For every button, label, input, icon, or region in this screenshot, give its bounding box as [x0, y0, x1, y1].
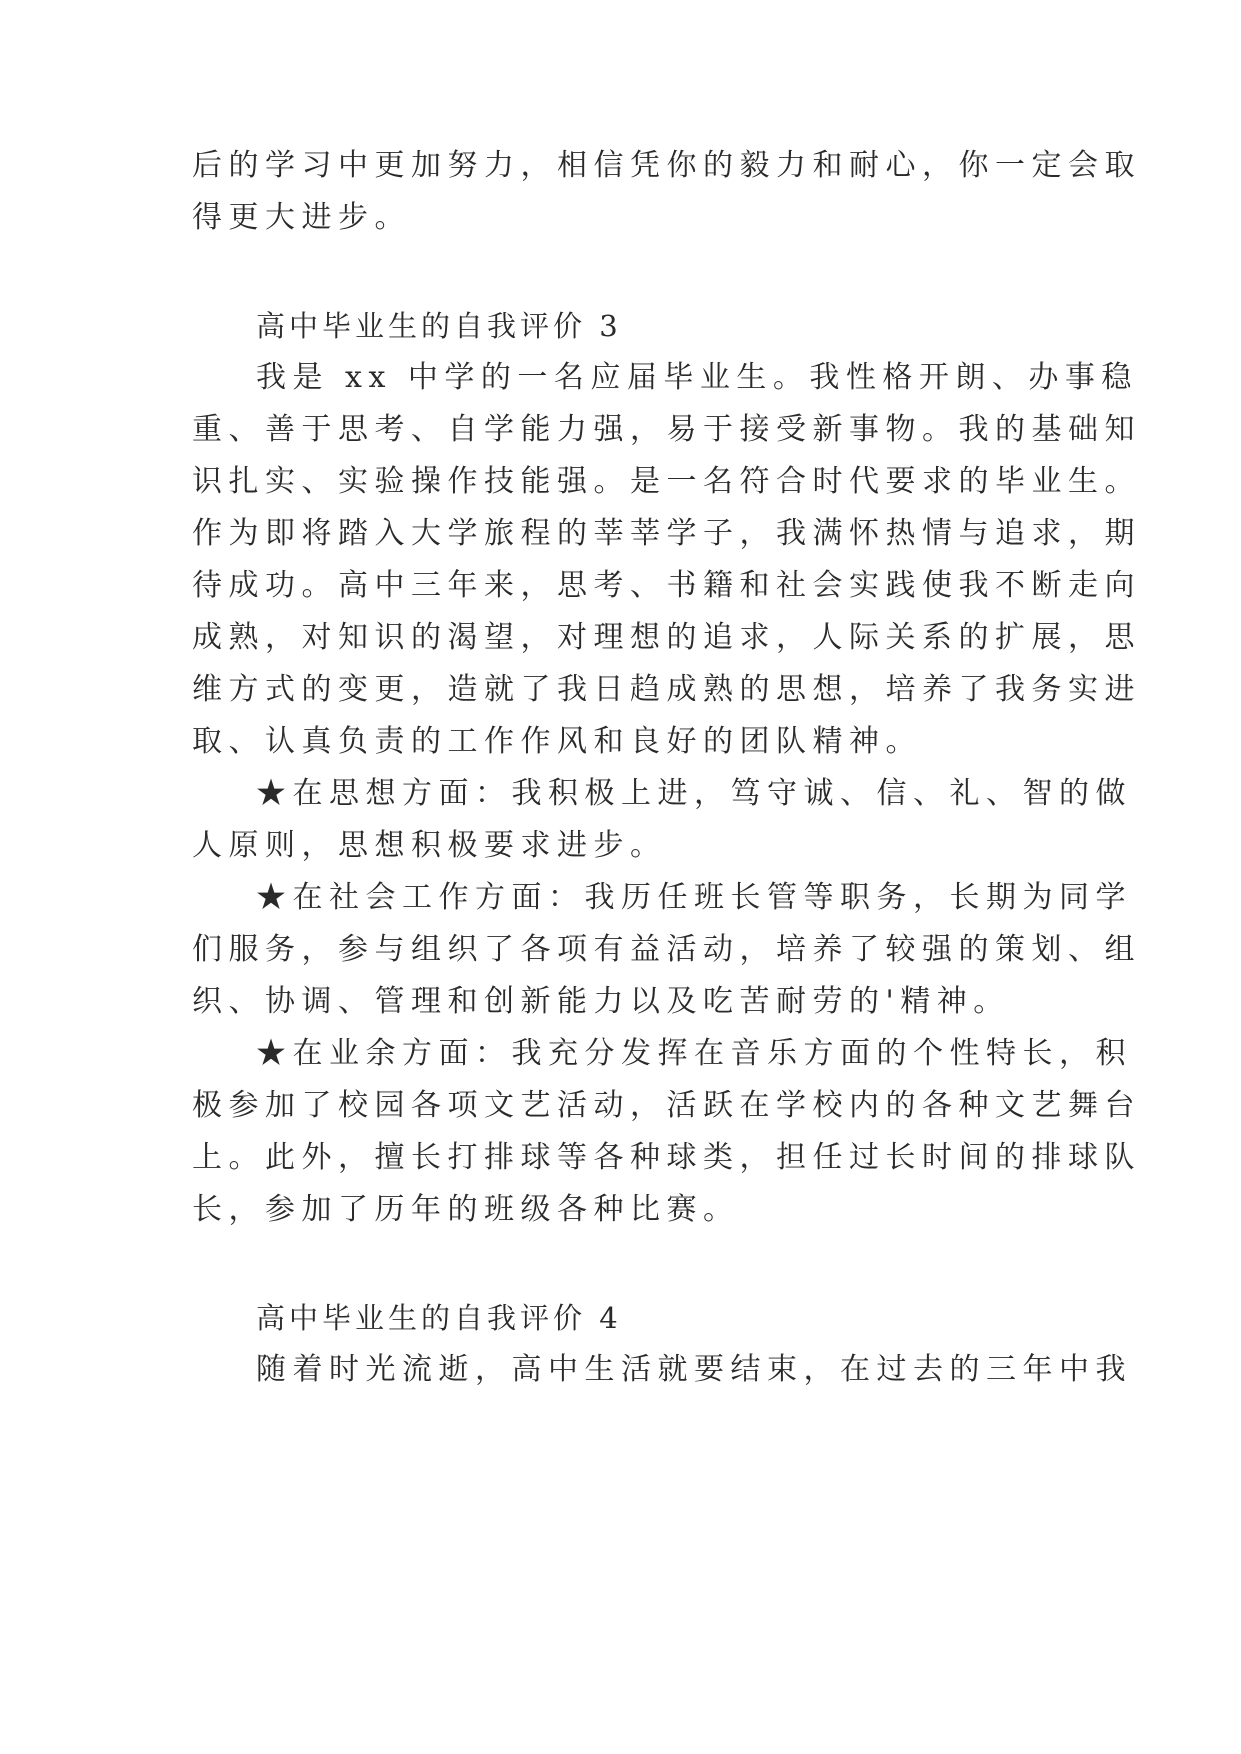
paragraph-line: 织、协调、管理和创新能力以及吃苦耐劳的'精神。 — [192, 984, 1010, 1019]
section-heading: 高中毕业生的自我评价 3 — [256, 309, 622, 343]
paragraph-line: 维方式的变更，造就了我日趋成熟的思想，培养了我务实进 — [192, 672, 1141, 707]
paragraph-line: 极参加了校园各项文艺活动，活跃在学校内的各种文艺舞台 — [192, 1088, 1141, 1123]
paragraph-line: 们服务，参与组织了各项有益活动，培养了较强的策划、组 — [192, 932, 1141, 967]
paragraph-line: ★在社会工作方面：我历任班长管等职务，长期为同学 — [256, 880, 1132, 915]
paragraph-line: 成熟，对知识的渴望，对理想的追求，人际关系的扩展，思 — [192, 620, 1141, 655]
paragraph-line: 我是 xx 中学的一名应届毕业生。我性格开朗、办事稳 — [256, 360, 1138, 395]
section-heading: 高中毕业生的自我评价 4 — [256, 1301, 622, 1335]
paragraph-line: 取、认真负责的工作作风和良好的团队精神。 — [192, 724, 922, 759]
paragraph-line: 随着时光流逝，高中生活就要结束，在过去的三年中我 — [256, 1352, 1132, 1387]
paragraph-line: 得更大进步。 — [192, 200, 411, 235]
paragraph-line: ★在业余方面：我充分发挥在音乐方面的个性特长，积 — [256, 1036, 1132, 1071]
paragraph-line: 长，参加了历年的班级各种比赛。 — [192, 1192, 740, 1227]
paragraph-line: ★在思想方面：我积极上进，笃守诚、信、礼、智的做 — [256, 776, 1132, 811]
paragraph-line: 待成功。高中三年来，思考、书籍和社会实践使我不断走向 — [192, 568, 1141, 603]
paragraph-line: 后的学习中更加努力，相信凭你的毅力和耐心，你一定会取 — [192, 148, 1141, 183]
paragraph-line: 识扎实、实验操作技能强。是一名符合时代要求的毕业生。 — [192, 464, 1141, 499]
paragraph-line: 上。此外，擅长打排球等各种球类，担任过长时间的排球队 — [192, 1140, 1141, 1175]
paragraph-line: 人原则，思想积极要求进步。 — [192, 828, 667, 863]
paragraph-line: 作为即将踏入大学旅程的莘莘学子，我满怀热情与追求，期 — [192, 516, 1141, 551]
paragraph-line: 重、善于思考、自学能力强，易于接受新事物。我的基础知 — [192, 412, 1141, 447]
